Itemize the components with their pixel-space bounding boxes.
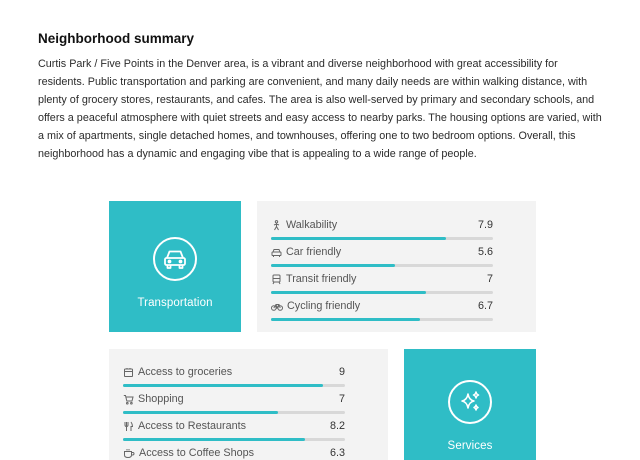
score-row-car-friendly <box>271 244 493 271</box>
score-bar-track <box>271 237 493 240</box>
score-value: 5.6 <box>477 246 493 258</box>
score-bar-track <box>123 438 345 441</box>
score-bar-fill <box>123 438 305 441</box>
train-icon <box>271 274 282 285</box>
score-bar-track <box>123 411 345 414</box>
sparkle-icon <box>448 380 492 424</box>
bicycle-icon <box>271 301 283 312</box>
services-scores-panel <box>109 349 388 460</box>
score-label: Access to groceries <box>138 366 233 378</box>
score-value: 9 <box>338 366 345 378</box>
score-bar-fill <box>271 237 446 240</box>
services-label: Services <box>447 440 493 452</box>
score-bar-track <box>271 264 493 267</box>
services-tile <box>404 349 536 460</box>
score-label: Car friendly <box>286 246 342 258</box>
score-label: Shopping <box>138 393 184 405</box>
fork-knife-icon <box>123 421 134 432</box>
car-icon <box>271 247 282 258</box>
score-row-transit-friendly <box>271 271 493 298</box>
summary-title: Neighborhood summary <box>38 31 195 46</box>
score-label: Walkability <box>286 219 338 231</box>
score-label: Transit friendly <box>286 273 357 285</box>
score-value: 6.7 <box>477 300 493 312</box>
score-value: 6.3 <box>329 447 345 459</box>
score-bar-fill <box>271 291 426 294</box>
score-bar-fill <box>123 411 278 414</box>
cart-icon <box>123 394 134 405</box>
score-row-restaurants <box>123 418 345 445</box>
score-row-groceries <box>123 364 345 391</box>
score-row-shopping <box>123 391 345 418</box>
score-bar-track <box>123 384 345 387</box>
score-bar-fill <box>271 318 420 321</box>
grocery-icon <box>123 367 134 378</box>
transportation-label: Transportation <box>137 297 213 309</box>
score-bar-track <box>271 291 493 294</box>
car-icon <box>153 237 197 281</box>
score-value: 8.2 <box>329 420 345 432</box>
score-bar-track <box>271 318 493 321</box>
score-label: Access to Coffee Shops <box>139 447 255 459</box>
score-label: Cycling friendly <box>287 300 361 312</box>
score-bar-fill <box>271 264 395 267</box>
walk-icon <box>271 220 282 231</box>
coffee-icon <box>123 448 135 459</box>
score-value: 7 <box>486 273 493 285</box>
score-row-cycling-friendly <box>271 298 493 325</box>
score-label: Access to Restaurants <box>138 420 247 432</box>
transportation-scores-panel <box>257 201 536 332</box>
score-row-coffee-shops <box>123 445 345 460</box>
score-value: 7.9 <box>477 219 493 231</box>
score-bar-fill <box>123 384 323 387</box>
summary-paragraph: Curtis Park / Five Points in the Denver area, is a vibrant and diverse neighborhood with great accessibility for residents. Public transportation and parking are convenient, and many daily needs are within walking distance, with plenty of grocery stores, restaurants, and cafes. The area is also well-served by primary and secondary schools, and offers a peaceful atmosphere with quiet streets and easy access to nearby parks. The housing options are varied, with a mix of apartments, single detached homes, and townhouses, offering one to two bedroom options. Overall, this neighborhood has a dynamic and engaging vibe that is appealing to a wide range of people. <box>38 58 602 161</box>
score-value: 7 <box>338 393 345 405</box>
score-row-walkability <box>271 217 493 244</box>
transportation-tile <box>109 201 241 332</box>
